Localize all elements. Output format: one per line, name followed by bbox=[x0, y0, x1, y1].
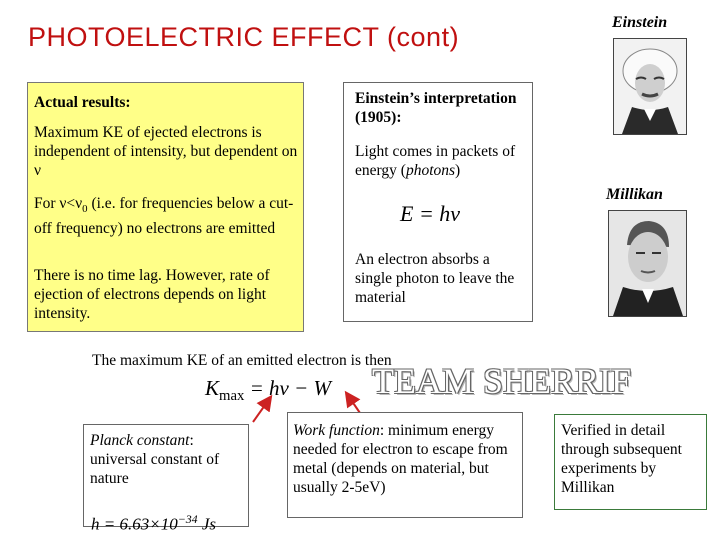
planck-arrow bbox=[253, 398, 270, 422]
work-function-arrow bbox=[347, 394, 360, 413]
einstein-caption: Einstein bbox=[612, 14, 668, 31]
slide-title: PHOTOELECTRIC EFFECT (cont) bbox=[28, 22, 460, 52]
team-sherrif-watermark: TEAM SHERRIF bbox=[372, 361, 632, 401]
planck-value: $h = 6.63\times 10^{-34}$ Js bbox=[91, 512, 217, 534]
einstein-interpretation-heading: Einstein’s interpretation (1905): bbox=[355, 90, 517, 126]
work-function-text: Work function: minimum energy needed for electron to escape from metal (depends on material, but usually 2-5eV) bbox=[293, 422, 508, 496]
work-function-box bbox=[287, 412, 523, 518]
millikan-caption: Millikan bbox=[606, 186, 663, 203]
photon-energy-formula: E = hν bbox=[400, 201, 461, 226]
kmax-formula: $K_{max} = h\nu - W$ bbox=[205, 376, 331, 405]
actual-results-heading: Actual results: bbox=[34, 94, 131, 111]
actual-results-p2: For $\nu<\nu_0$ (i.e. for frequencies below a cut-off frequency) no electrons are emitted bbox=[34, 195, 294, 238]
verified-text: Verified in detail through subsequent experiments by Millikan bbox=[561, 422, 682, 496]
actual-results-p1: Maximum KE of ejected electrons is independent of intensity, but dependent on ν bbox=[34, 124, 298, 179]
planck-constant-text: Planck constant: universal constant of nature bbox=[90, 432, 220, 487]
actual-results-p3: There is no time lag. However, rate of ejection of electrons depends on light intensity. bbox=[34, 267, 270, 322]
max-ke-line: The maximum KE of an emitted electron is then bbox=[92, 352, 392, 369]
einstein-interpretation-p2: An electron absorbs a single photon to leave the material bbox=[355, 251, 515, 306]
einstein-interpretation-p1: Light comes in packets of energy (photons) bbox=[355, 143, 516, 179]
verified-box bbox=[554, 414, 707, 510]
